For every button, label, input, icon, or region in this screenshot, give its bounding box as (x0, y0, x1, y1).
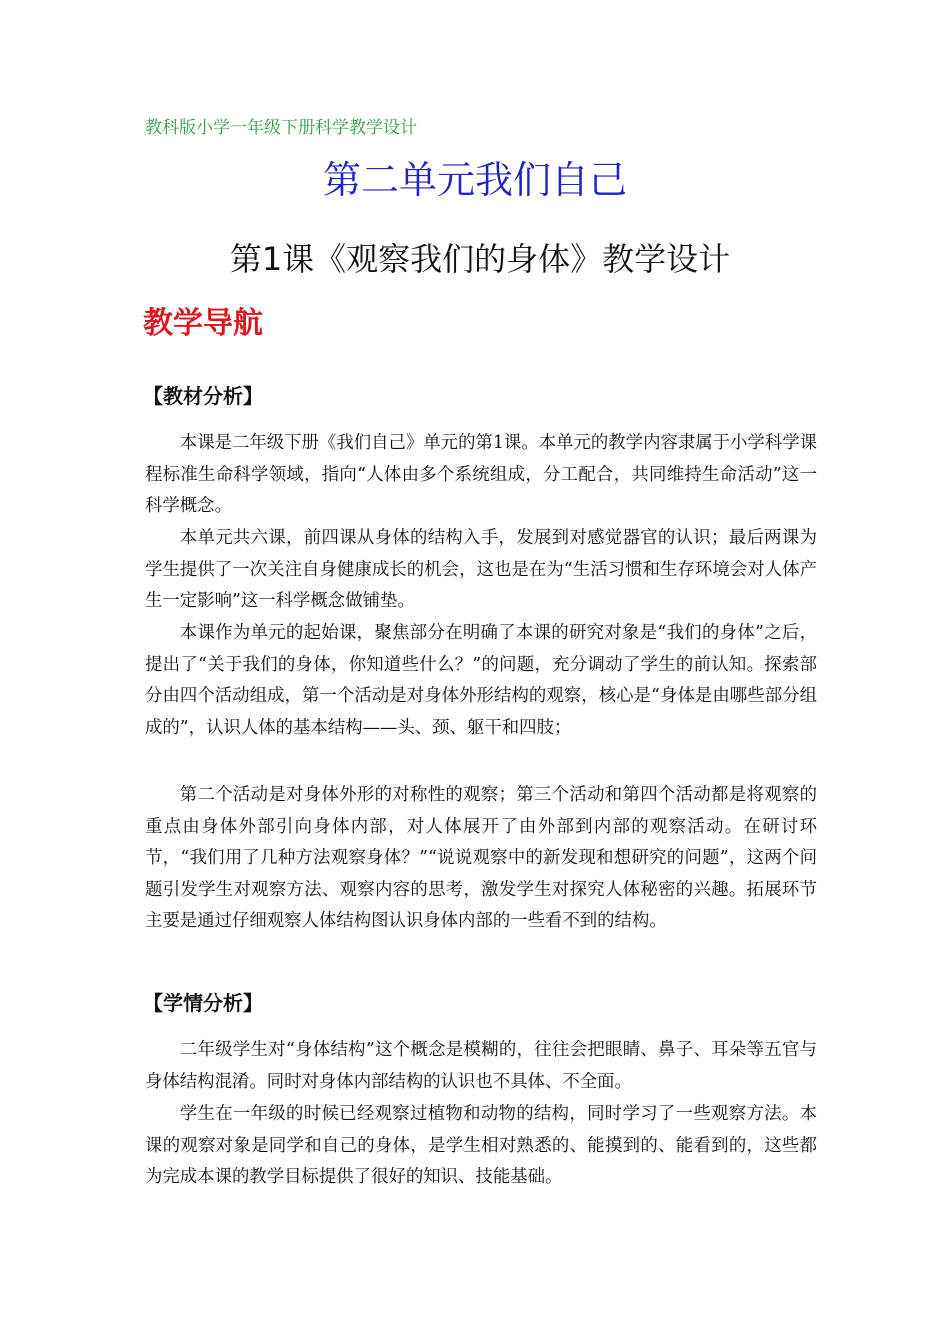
lesson-title: 第1课《观察我们的身体》教学设计 (229, 240, 731, 278)
section-heading-material: 【教材分析】 (143, 384, 263, 408)
material-paragraph-2: 本单元共六课，前四课从身体的结构入手，发展到对感觉器官的认识；最后两课为学生提供了一次关注自身健康成长的机会，这也是在为“生活习惯和生存环境会对人体产生一定影响”这一科学概念做铺垫。 (145, 528, 817, 611)
nav-title: 教学导航 (143, 306, 263, 341)
unit-title: 第二单元我们自己 (322, 158, 627, 202)
material-paragraph-1: 本课是二年级下册《我们自己》单元的第1课。本单元的教学内容隶属于小学科学课程标准生命科学领域，指向“人体由多个系统组成，分工配合，共同维持生命活动”这一科学概念。 (145, 433, 817, 516)
student-paragraph-2: 学生在一年级的时候已经观察过植物和动物的结构，同时学习了一些观察方法。本课的观察对象是同学和自己的身体，是学生相对熟悉的、能摸到的、能看到的，这些都为完成本课的教学目标提供了很好的知识、技能基础。 (145, 1104, 817, 1187)
student-paragraph-1: 二年级学生对“身体结构”这个概念是模糊的，往往会把眼睛、鼻子、耳朵等五官与身体结构混淆。同时对身体内部结构的认识也不具体、不全面。 (145, 1040, 817, 1092)
material-paragraph-3: 本课作为单元的起始课，聚焦部分在明确了本课的研究对象是“我们的身体”之后，提出了“关于我们的身体，你知道些什么？”的问题，充分调动了学生的前认知。探索部分由四个活动组成，第一个活动是对身体外形结构的观察，核心是“身体是由哪些部分组成的”，认识人体的基本结构——头、颈、躯干和四肢； (145, 623, 817, 738)
material-paragraph-4: 第二个活动是对身体外形的对称性的观察；第三个活动和第四个活动都是将观察的重点由身体外部引向身体内部，对人体展开了由外部到内部的观察活动。在研讨环节，“我们用了几种方法观察身体？”“说说观察中的新发现和想研究的问题”，这两个问题引发学生对观察方法、观察内容的思考，激发学生对探究人体秘密的兴趣。拓展环节主要是通过仔细观察人体结构图认识身体内部的一些看不到的结构。 (145, 785, 817, 931)
header-note: 教科版小学一年级下册科学教学设计 (145, 118, 417, 138)
section-heading-student: 【学情分析】 (143, 991, 263, 1015)
